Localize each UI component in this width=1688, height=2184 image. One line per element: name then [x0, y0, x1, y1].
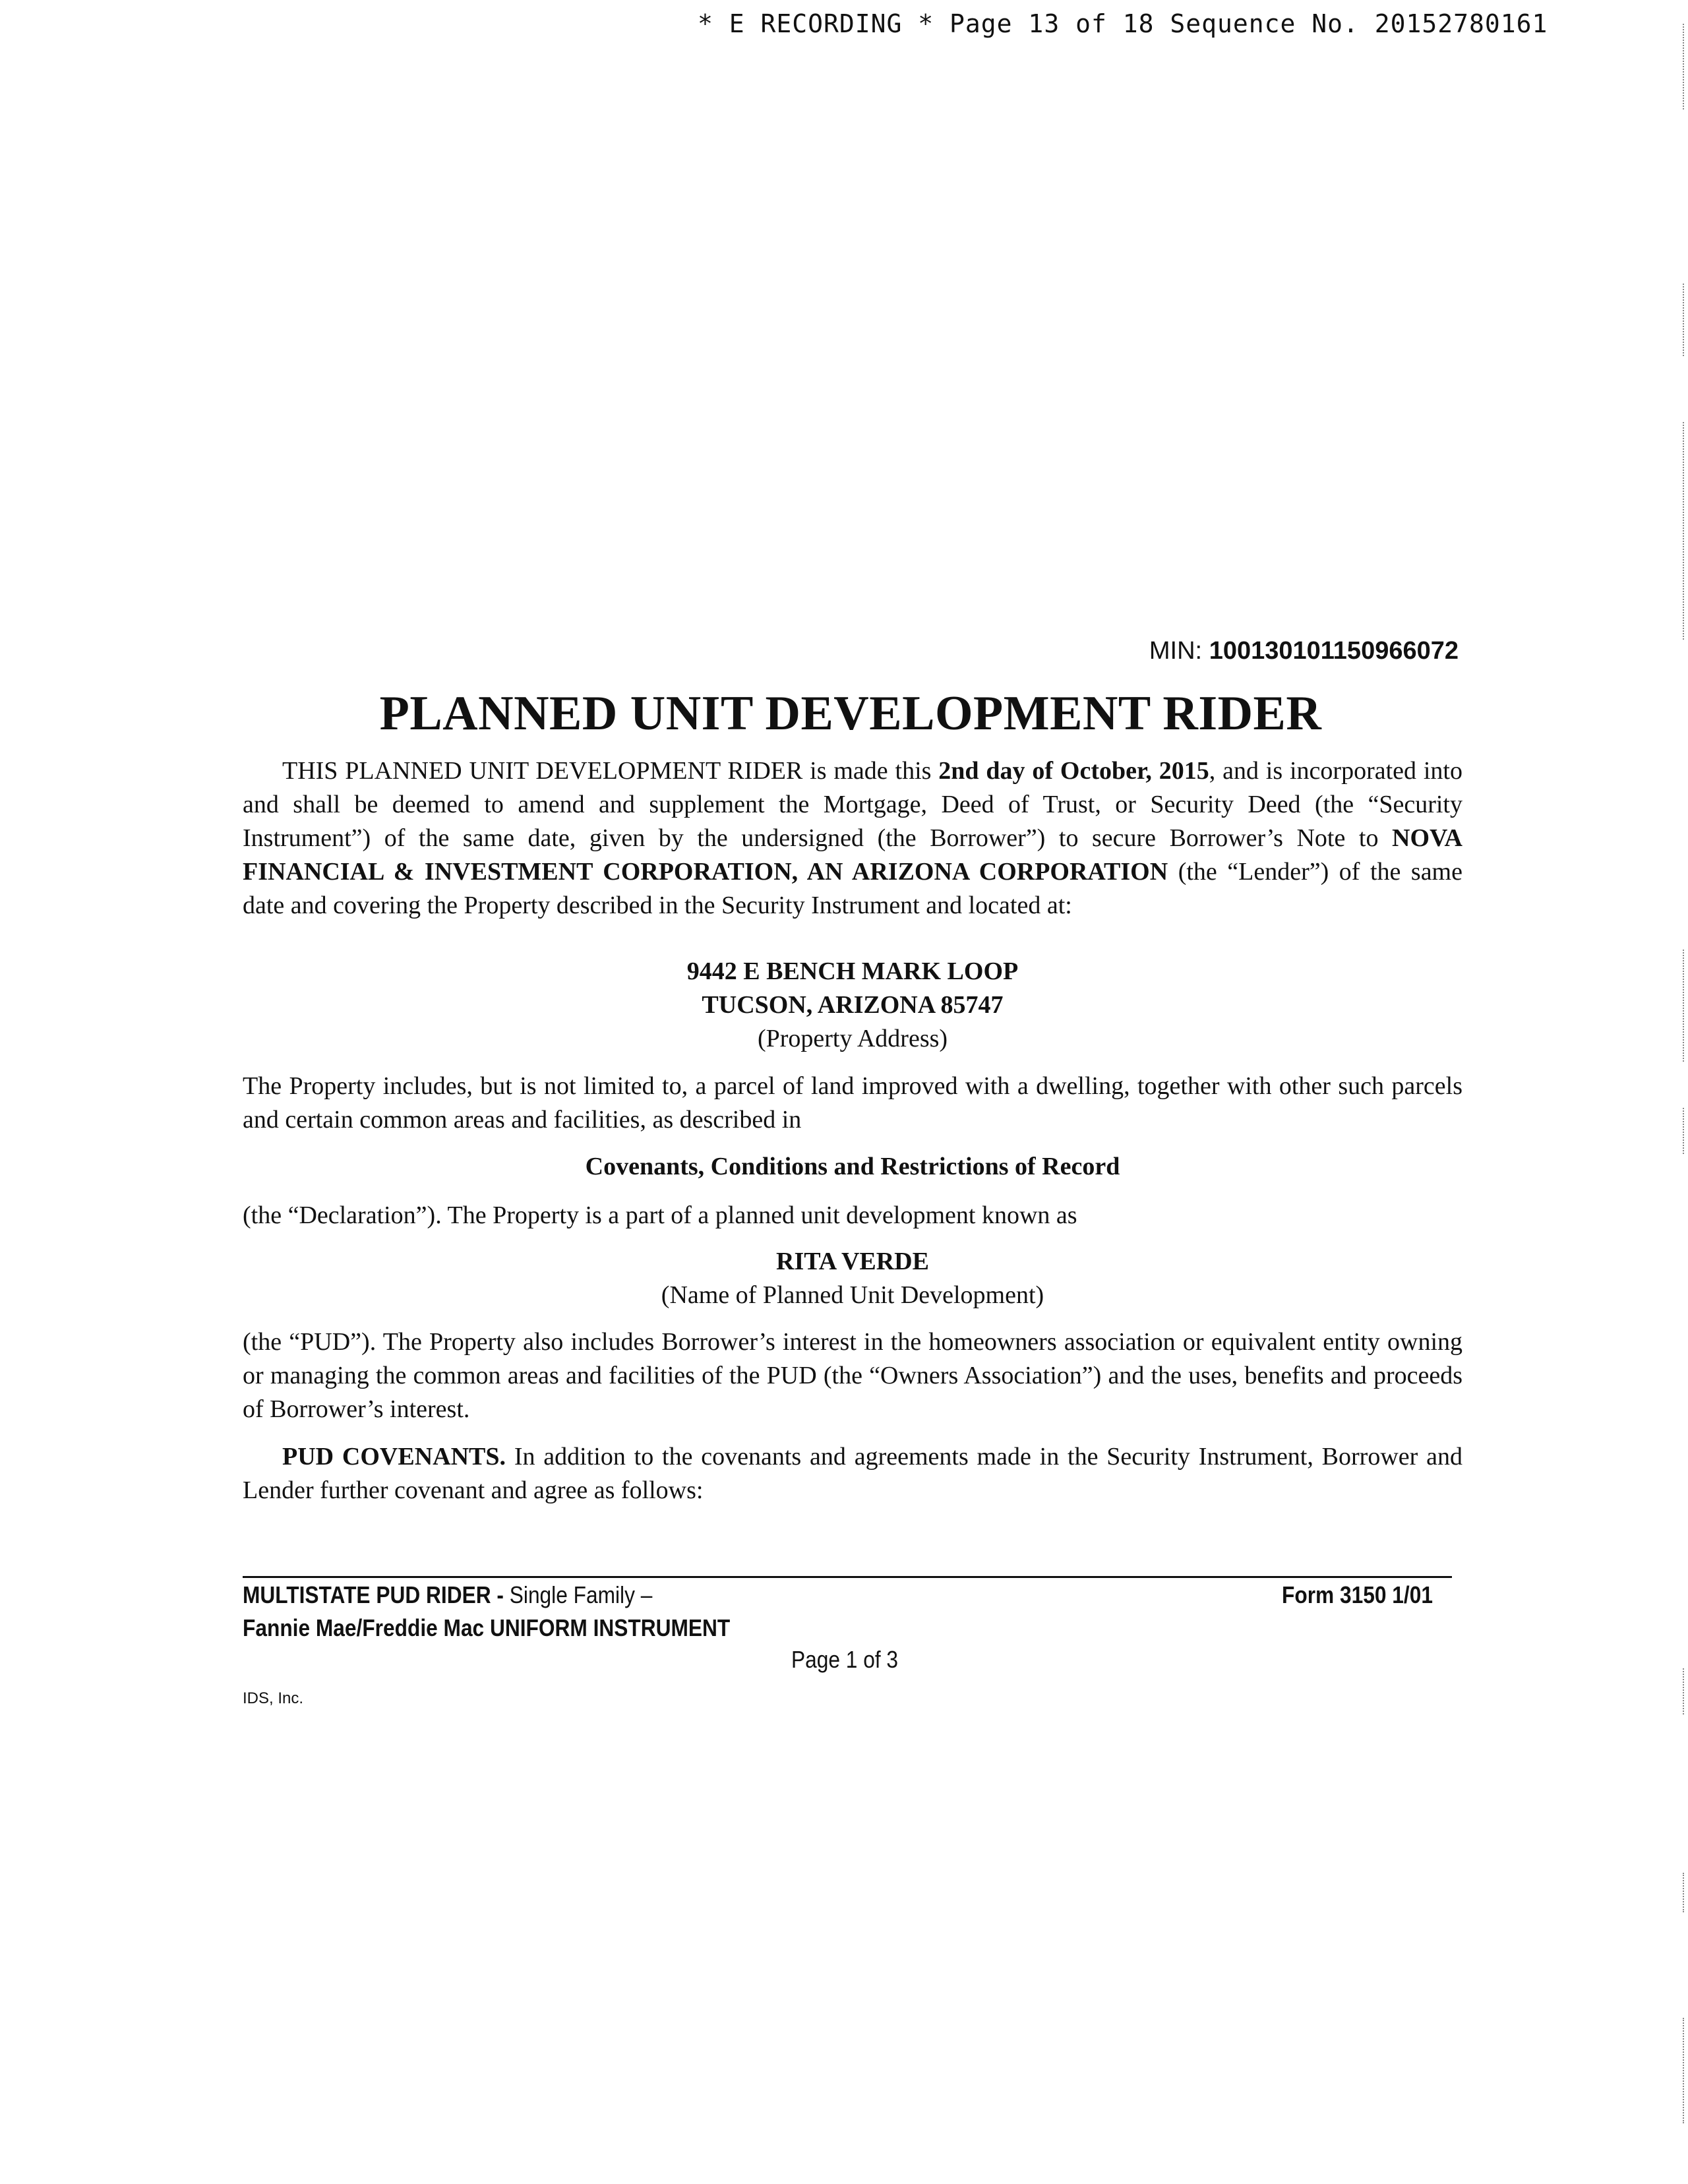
- covenants-heading: PUD COVENANTS.: [282, 1443, 506, 1471]
- scan-edge-mark: [1683, 1108, 1685, 1154]
- scan-edge-mark: [1683, 24, 1685, 109]
- scan-edge-mark: [1683, 1873, 1685, 1912]
- property-paragraph: The Property includes, but is not limited to, a parcel of land improved with a dwelling, together with other such parcels and certain common areas and facilities, as described in: [243, 1072, 1462, 1134]
- intro-text-3: (the “Lender”) of the same date and covering the Property described in the Security Instrument and located at:: [243, 858, 1462, 919]
- vendor-name: IDS, Inc.: [243, 1689, 304, 1707]
- covenants-paragraph: [243, 1440, 1462, 1507]
- form-number: Form 3150 1/01: [1282, 1581, 1433, 1608]
- form-subtitle: Fannie Mae/Freddie Mac UNIFORM INSTRUMENT: [243, 1614, 731, 1641]
- declaration-paragraph: (the “Declaration”). The Property is a part of a planned unit development known as: [243, 1201, 1077, 1229]
- rider-date: 2nd day of October, 2015: [938, 757, 1209, 785]
- property-address: [243, 955, 1462, 1056]
- form-title-rest: Single Family –: [503, 1581, 653, 1608]
- pud-caption: (Name of Planned Unit Development): [661, 1281, 1044, 1309]
- footer-divider: [243, 1576, 1452, 1578]
- address-line-1: 9442 E BENCH MARK LOOP: [686, 957, 1019, 985]
- min-label: MIN:: [1149, 637, 1203, 665]
- intro-text-1: THIS PLANNED UNIT DEVELOPMENT RIDER is made this: [282, 757, 939, 785]
- scan-edge-mark: [1683, 422, 1685, 640]
- pud-name-block: [243, 1245, 1462, 1312]
- min-number: [1149, 637, 1459, 665]
- pud-name: RITA VERDE: [776, 1248, 929, 1275]
- address-line-2: TUCSON, ARIZONA 85747: [702, 991, 1004, 1019]
- intro-paragraph: [243, 754, 1462, 923]
- document-title: PLANNED UNIT DEVELOPMENT RIDER: [379, 686, 1322, 741]
- form-title: [243, 1581, 652, 1609]
- min-value: 100130101150966072: [1209, 637, 1459, 665]
- scan-edge-mark: [1683, 284, 1685, 356]
- page-number: Page 1 of 3: [791, 1646, 899, 1673]
- lender-name: NOVA FINANCIAL & INVESTMENT CORPORATION, AN ARIZONA CORPORATION: [243, 824, 1462, 886]
- recording-header: * E RECORDING * Page 13 of 18 Sequence No. 20152780161: [698, 9, 1548, 38]
- intro-text-2: , and is incorporated into and shall be deemed to amend and supplement the Mortgage, Deed of Trust, or Security Deed (the “Security Instrument”) of the same date, given by the undersigned (the Borrower”) to secure Borrower’s Note to: [243, 757, 1462, 852]
- declaration-name: Covenants, Conditions and Restrictions of Record: [585, 1153, 1120, 1180]
- form-title-bold: MULTISTATE PUD RIDER -: [243, 1581, 504, 1608]
- address-caption: (Property Address): [757, 1025, 948, 1052]
- scan-edge-mark: [1683, 2018, 1685, 2123]
- covenants-text: In addition to the covenants and agreements made in the Security Instrument, Borrower and Lender further covenant and agree as follows:: [243, 1443, 1462, 1504]
- pud-paragraph: (the “PUD”). The Property also includes Borrower’s interest in the homeowners association or equivalent entity owning or managing the common areas and facilities of the PUD (the “Owners Association”) and the uses, benefits and proceeds of Borrower’s interest.: [243, 1328, 1462, 1423]
- scan-edge-mark: [1683, 950, 1685, 1062]
- scan-edge-mark: [1683, 1668, 1685, 1714]
